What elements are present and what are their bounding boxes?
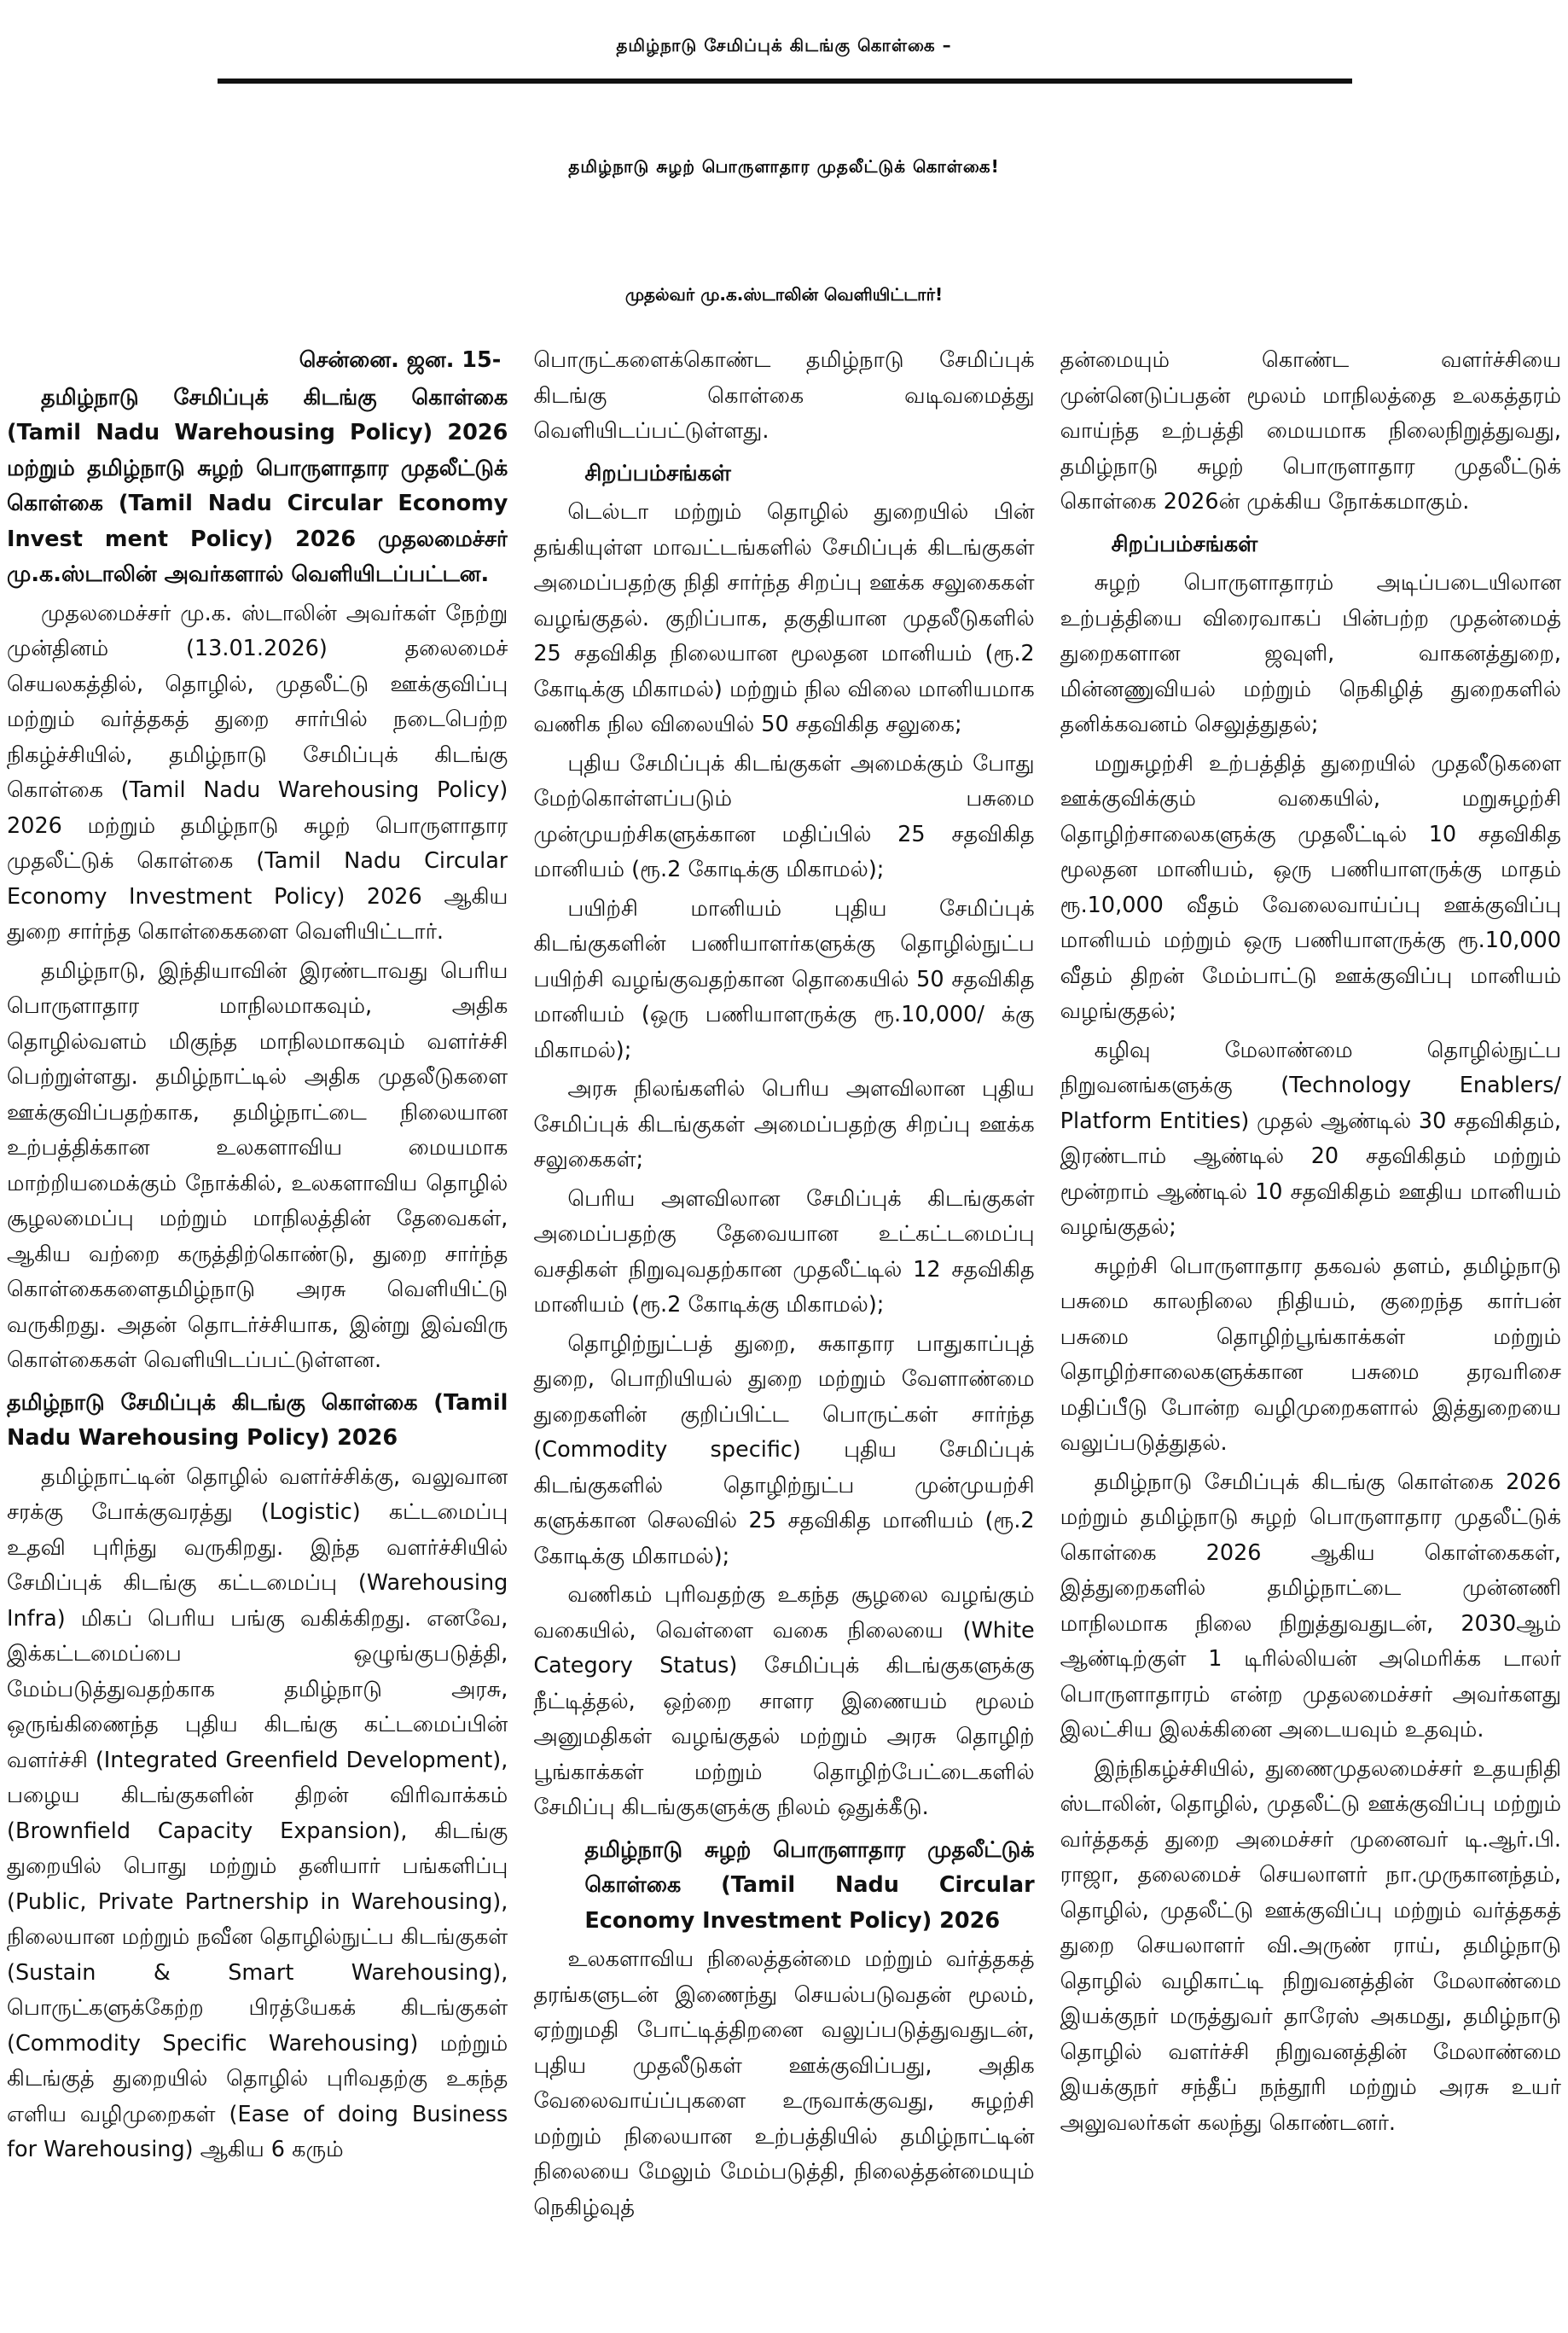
section-subheading: தமிழ்நாடு சுழற் பொருளாதார முதலீட்டுக் கொள்கை (Tamil Nadu Circular Economy Investment Policy) 2026 [584, 1836, 1035, 1934]
sub-headline: முதல்வர் மு.க.ஸ்டாலின் வெளியிட்டார்! [624, 284, 944, 305]
paragraph: கழிவு மேலாண்மை தொழில்நுட்ப நிறுவனங்களுக்கு (Technology Enablers/ Platform Entities) முதல் ஆண்டில் 30 சதவிகிதம், இரண்டாம் ஆண்டில் 20 சதவிகிதம் மற்றும் மூன்றாம் ஆண்டில் 10 சதவிகிதம் ஊதிய மானியம் வழங்குதல்; [1060, 1037, 1561, 1240]
paragraph: டெல்டா மற்றும் தொழில் துறையில் பின் தங்கியுள்ள மாவட்டங்களில் சேமிப்புக் கிடங்குகள் அமைப்பதற்கு நிதி சார்ந்த சிறப்பு ஊக்க சலுகைகள் வழங்குதல். குறிப்பாக, தகுதியான முதலீடுகளில் 25 சதவிகித நிலையான மூலதன மானியம் (ரூ.2 கோடிக்கு மிகாமல்) மற்றும் நில விலை மானியமாக வணிக நில விலையில் 50 சதவிகித சலுகை; [533, 499, 1035, 737]
paragraph: தமிழ்நாடு சேமிப்புக் கிடங்கு கொள்கை 2026 மற்றும் தமிழ்நாடு சுழற் பொருளாதார முதலீட்டுக் கொள்கை 2026 ஆகிய கொள்கைகள், இத்துறைகளில் தமிழ்நாட்டை முன்னணி மாநிலமாக நிலை நிறுத்துவதுடன், 2030ஆம் ஆண்டிற்குள் 1 டிரில்லியன் அமெரிக்க டாலர் பொருளாதாரம் என்ற முதலமைச்சர் அவர்களது இலட்சிய இலக்கினை அடையவும் உதவும். [1060, 1469, 1561, 1742]
paragraph: தன்மையும் கொண்ட வளர்ச்சியை முன்னெடுப்பதன் மூலம் மாநிலத்தை உலகத்தரம் வாய்ந்த உற்பத்தி மையமாக நிலைநிறுத்துவது, தமிழ்நாடு சுழற் பொருளாதார முதலீட்டுக் கொள்கை 2026ன் முக்கிய நோக்கமாகும். [1060, 347, 1561, 515]
paragraph: பெரிய அளவிலான சேமிப்புக் கிடங்குகள் அமைப்பதற்கு தேவையான உட்கட்டமைப்பு வசதிகள் நிறுவுவதற்கான முதலீட்டில் 12 சதவிகித மானியம் (ரூ.2 கோடிக்கு மிகாமல்); [533, 1185, 1035, 1318]
paragraph: பயிற்சி மானியம் புதிய சேமிப்புக் கிடங்குகளின் பணியாளர்களுக்கு தொழில்நுட்ப பயிற்சி வழங்குவதற்கான தொகையில் 50 சதவிகித மானியம் (ஒரு பணியாளருக்கு ரூ.10,000/ க்கு மிகாமல்); [533, 895, 1035, 1063]
paragraph: இந்நிகழ்ச்சியில், துணைமுதலமைச்சர் உதயநிதி ஸ்டாலின், தொழில், முதலீட்டு ஊக்குவிப்பு மற்றும் வர்த்தகத் துறை அமைச்சர் முனைவர் டி.ஆர்.பி. ராஜா, தலைமைச் செயலாளர் நா.முருகானந்தம், தொழில், முதலீட்டு ஊக்குவிப்பு மற்றும் வர்த்தகத் துறை செயலாளர் வி.அருண் ராய், தமிழ்நாடு தொழில் வழிகாட்டி நிறுவனத்தின் மேலாண்மை இயக்குநர் மருத்துவர் தாரேஸ் அகமது, தமிழ்நாடு தொழில் வளர்ச்சி நிறுவனத்தின் மேலாண்மை இயக்குநர் சந்தீப் நந்தூரி மற்றும் அரசு உயர் அலுவலர்கள் கலந்து கொண்டனர். [1060, 1755, 1561, 2136]
paragraph: சுழற்சி பொருளாதார தகவல் தளம், தமிழ்நாடு பசுமை காலநிலை நிதியம், குறைந்த கார்பன் பசுமை தொழிற்பூங்காக்கள் மற்றும் தொழிற்சாலைகளுக்கான பசுமை தரவரிசை மதிப்பீடு போன்ற வழிமுறைகளால் இத்துறையை வலுப்படுத்துதல். [1060, 1253, 1561, 1456]
paragraph: மறுசுழற்சி உற்பத்தித் துறையில் முதலீடுகளை ஊக்குவிக்கும் வகையில், மறுசுழற்சி தொழிற்சாலைகளுக்கு முதலீட்டில் 10 சதவிகித மூலதன மானியம், ஒரு பணியாளருக்கு மாதம் ரூ.10,000 வீதம் வேலைவாய்ப்பு ஊக்குவிப்பு மானியம் மற்றும் ஒரு பணியாளருக்கு ரூ.10,000 வீதம் திறன் மேம்பாட்டு ஊக்குவிப்பு மானியம் வழங்குதல்; [1060, 750, 1561, 1024]
article-column-1 [7, 343, 508, 2328]
paragraph: அரசு நிலங்களில் பெரிய அளவிலான புதிய சேமிப்புக் கிடங்குகள் அமைப்பதற்கு சிறப்பு ஊக்க சலுகைகள்; [533, 1076, 1035, 1172]
article-column-2 [533, 343, 1034, 2328]
paragraph: வணிகம் புரிவதற்கு உகந்த சூழலை வழங்கும் வகையில், வெள்ளை வகை நிலையை (White Category Status) சேமிப்புக் கிடங்குகளுக்கு நீட்டித்தல், ஒற்றை சாளர இணையம் மூலம் அனுமதிகள் வழங்குதல் மற்றும் அரசு தொழிற் பூங்காக்கள் மற்றும் தொழிற்பேட்டைகளில் சேமிப்பு கிடங்குகளுக்கு நிலம் ஒதுக்கீடு. [533, 1582, 1035, 1820]
kicker-underline [218, 79, 1352, 84]
paragraph: புதிய சேமிப்புக் கிடங்குகள் அமைக்கும் போது மேற்கொள்ளப்படும் பசுமை முன்முயற்சிகளுக்கான மதிப்பில் 25 சதவிகித மானியம் (ரூ.2 கோடிக்கு மிகாமல்); [533, 750, 1035, 882]
section-subheading: சிறப்பம்சங்கள் [584, 460, 731, 486]
paragraph: பொருட்களைக்கொண்ட தமிழ்நாடு சேமிப்புக் கிடங்கு கொள்கை வடிவமைத்து வெளியிடப்பட்டுள்ளது. [533, 347, 1035, 444]
paragraph: தமிழ்நாட்டின் தொழில் வளர்ச்சிக்கு, வலுவான சரக்கு போக்குவரத்து (Logistic) கட்டமைப்பு உதவி புரிந்து வருகிறது. இந்த வளர்ச்சியில் சேமிப்புக் கிடங்கு கட்டமைப்பு (Warehousing Infra) மிகப் பெரிய பங்கு வகிக்கிறது. எனவே, இக்கட்டமைப்பை ஒழுங்குபடுத்தி, மேம்படுத்துவதற்காக தமிழ்நாடு அரசு, ஒருங்கிணைந்த புதிய கிடங்கு கட்டமைப்பின் வளர்ச்சி (Integrated Greenfield Development), பழைய கிடங்குகளின் திறன் விரிவாக்கம் (Brownfield Capacity Expansion), கிடங்கு துறையில் பொது மற்றும் தனியார் பங்களிப்பு (Public, Private Partnership in Warehousing), நிலையான மற்றும் நவீன தொழில்நுட்ப கிடங்குகள் (Sustain & Smart Warehousing), பொருட்களுக்கேற்ற பிரத்யேகக் கிடங்குகள் (Commodity Specific Warehousing) மற்றும் கிடங்குத் துறையில் தொழில் புரிவதற்கு உகந்த எளிய வழிமுறைகள் (Ease of doing Business for Warehousing) ஆகிய 6 கரும் [7, 1463, 508, 2162]
dateline: சென்னை. ஜன. 15- [299, 347, 502, 373]
paragraph: தொழிற்நுட்பத் துறை, சுகாதார பாதுகாப்புத் துறை, பொறியியல் துறை மற்றும் வேளாண்மை துறைகளின் குறிப்பிட்ட பொருட்கள் சார்ந்த (Commodity specific) புதிய சேமிப்புக் கிடங்குகளில் தொழிற்நுட்ப முன்முயற்சி களுக்கான செலவில் 25 சதவிகித மானியம் (ரூ.2 கோடிக்கு மிகாமல்); [533, 1330, 1035, 1569]
paragraph: சுழற் பொருளாதாரம் அடிப்படையிலான உற்பத்தியை விரைவாகப் பின்பற்ற முதன்மைத் துறைகளான ஜவுளி, வாகனத்துறை, மின்னணுவியல் மற்றும் நெகிழித் துறைகளில் தனிக்கவனம் செலுத்துதல்; [1060, 570, 1561, 737]
lead-paragraph: தமிழ்நாடு சேமிப்புக் கிடங்கு கொள்கை (Tamil Nadu Warehousing Policy) 2026 மற்றும் தமிழ்நாடு சுழற் பொருளாதார முதலீட்டுக் கொள்கை (Tamil Nadu Circular Economy Invest ment Policy) 2026 முதலமைச்சர் மு.க.ஸ்டாலின் அவர்களால் வெளியிடப்பட்டன. [7, 384, 508, 587]
article-body [7, 343, 1561, 2328]
kicker-heading: தமிழ்நாடு சேமிப்புக் கிடங்கு கொள்கை – [616, 35, 952, 55]
article-column-3 [1060, 343, 1561, 2328]
section-subheading: சிறப்பம்சங்கள் [1111, 531, 1258, 557]
paragraph: தமிழ்நாடு, இந்தியாவின் இரண்டாவது பெரிய பொருளாதார மாநிலமாகவும், அதிக தொழில்வளம் மிகுந்த மாநிலமாகவும் வளர்ச்சி பெற்றுள்ளது. தமிழ்நாட்டில் அதிக முதலீடுகளை ஊக்குவிப்பதற்காக, தமிழ்நாட்டை நிலையான உற்பத்திக்கான உலகளாவிய மையமாக மாற்றியமைக்கும் நோக்கில், உலகளாவிய தொழில் சூழலமைப்பு மற்றும் மாநிலத்தின் தேவைகள், ஆகிய வற்றை கருத்திற்கொண்டு, துறை சார்ந்த கொள்கைகளைதமிழ்நாடு அரசு வெளியிட்டு வருகிறது. அதன் தொடர்ச்சியாக, இன்று இவ்விரு கொள்கைகள் வெளியிடப்பட்டுள்ளன. [7, 957, 508, 1373]
main-headline: தமிழ்நாடு சுழற் பொருளாதார முதலீட்டுக் கொள்கை! [568, 156, 1000, 177]
paragraph: முதலமைச்சர் மு.க. ஸ்டாலின் அவர்கள் நேற்று முன்தினம் (13.01.2026) தலைமைச் செயலகத்தில், தொழில், முதலீட்டு ஊக்குவிப்பு மற்றும் வர்த்தகத் துறை சார்பில் நடைபெற்ற நிகழ்ச்சியில், தமிழ்நாடு சேமிப்புக் கிடங்கு கொள்கை (Tamil Nadu Warehousing Policy) 2026 மற்றும் தமிழ்நாடு சுழற் பொருளாதார முதலீட்டுக் கொள்கை (Tamil Nadu Circular Economy Investment Policy) 2026 ஆகிய துறை சார்ந்த கொள்கைகளை வெளியிட்டார். [7, 600, 508, 945]
paragraph: உலகளாவிய நிலைத்தன்மை மற்றும் வர்த்தகத் தரங்களுடன் இணைந்து செயல்படுவதன் மூலம், ஏற்றுமதி போட்டித்திறனை வலுப்படுத்துவதுடன், புதிய முதலீடுகள் ஊக்குவிப்பது, அதிக வேலைவாய்ப்புகளை உருவாக்குவது, சுழற்சி மற்றும் நிலையான உற்பத்தியில் தமிழ்நாட்டின் நிலையை மேலும் மேம்படுத்தி, நிலைத்தன்மையும் நெகிழ்வுத் [533, 1946, 1035, 2220]
section-subheading: தமிழ்நாடு சேமிப்புக் கிடங்கு கொள்கை (Tamil Nadu Warehousing Policy) 2026 [7, 1389, 508, 1451]
